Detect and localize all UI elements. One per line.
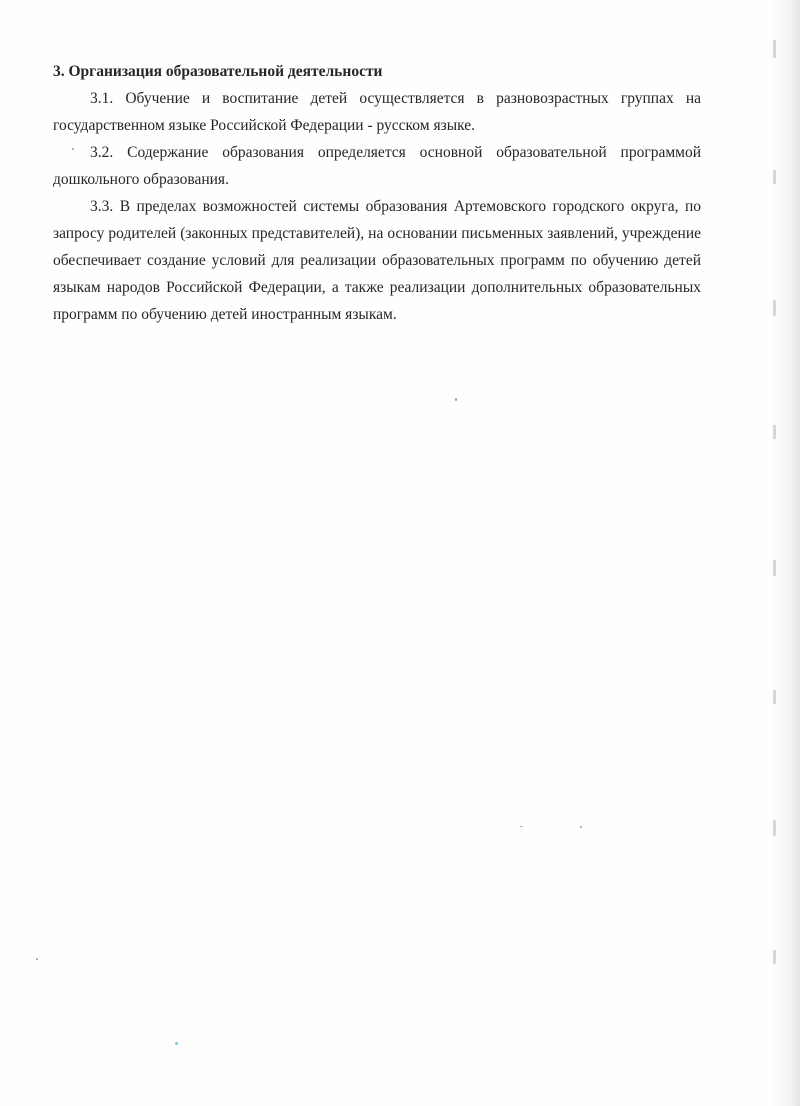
scan-edge-mark xyxy=(773,690,776,704)
scan-speck xyxy=(175,1042,178,1045)
scan-edge-mark xyxy=(773,40,776,58)
paragraph-3-3: 3.3. В пределах возможностей системы образования Артемовского городского округа, по запросу родителей (законных представителей), на основании письменных заявлений, учреждение обеспечивает создание условий для реализации образовательных программ по обучению детей языкам народов Российской Федерации, а также реализации дополнительных образовательных программ по обучению детей иностранным языкам. xyxy=(53,198,701,323)
document-body xyxy=(53,58,701,328)
scan-speck xyxy=(36,958,38,960)
section-heading: 3. Организация образовательной деятельности xyxy=(53,63,383,80)
scan-speck xyxy=(520,826,523,827)
scan-edge-mark xyxy=(773,820,776,836)
scan-edge-mark xyxy=(773,425,776,439)
scan-edge-mark xyxy=(773,300,776,316)
scan-edge-mark xyxy=(773,170,776,184)
scan-edge-mark xyxy=(773,560,776,576)
paragraph-3-2: 3.2. Содержание образования определяется основной образовательной программой дошкольного образования. xyxy=(53,144,701,188)
scan-speck xyxy=(580,826,582,828)
scan-edge-mark xyxy=(773,950,776,964)
paragraph-3-1: 3.1. Обучение и воспитание детей осуществляется в разновозрастных группах на государственном языке Российской Федерации - русском языке. xyxy=(53,90,701,134)
scan-edge-shadow xyxy=(772,0,800,1106)
scan-speck xyxy=(455,398,457,401)
